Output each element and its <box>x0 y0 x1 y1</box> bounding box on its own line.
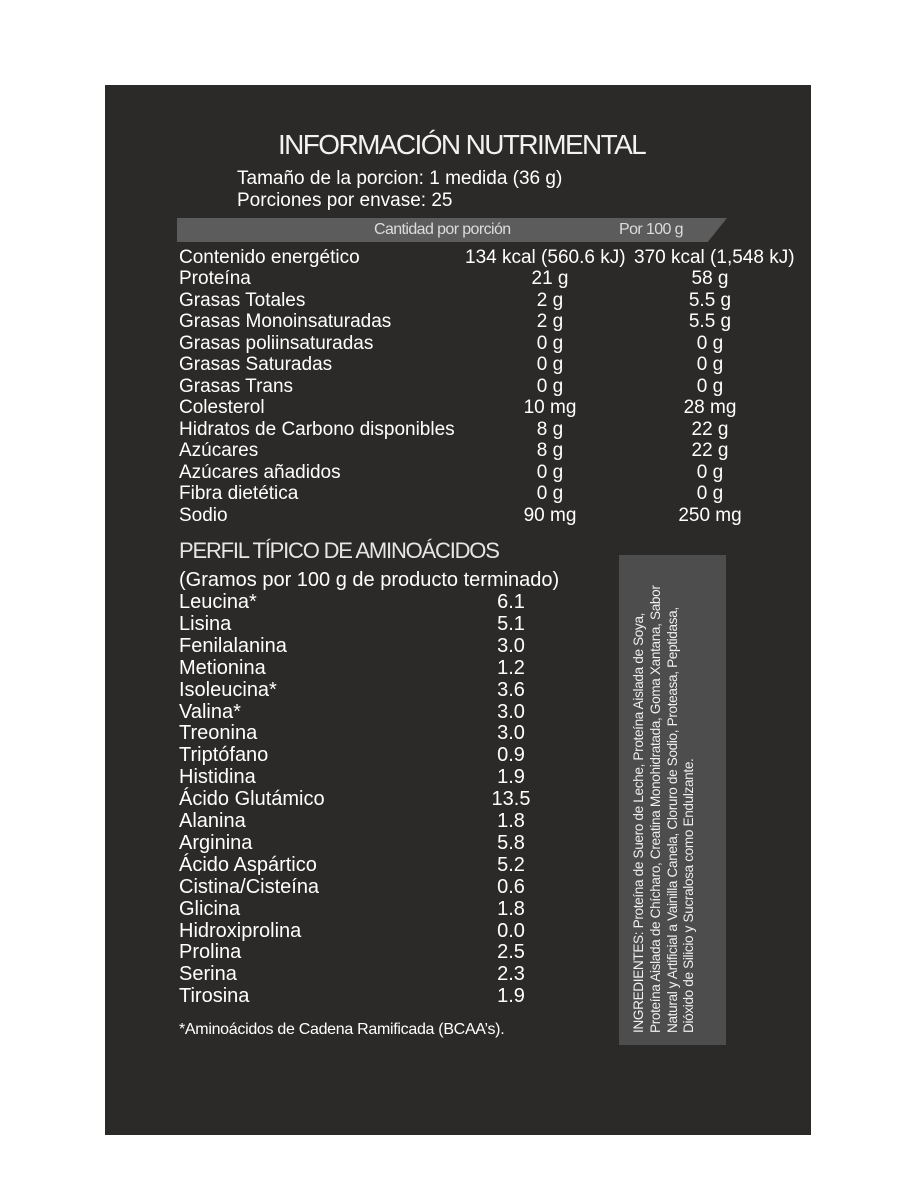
nutrient-per-100g: 0 g <box>696 461 724 483</box>
nutrient-per-serving: 0 g <box>536 354 564 375</box>
nutrient-label: Grasas Trans <box>179 375 294 397</box>
amino-row <box>179 657 539 679</box>
amino-label: Treonina <box>179 722 258 745</box>
nutrient-label: Grasas Monoinsaturadas <box>179 311 392 332</box>
nutrient-label: Sodio <box>179 504 228 526</box>
nutrient-label: Grasas Totales <box>179 289 306 311</box>
amino-value: 6.1 <box>497 591 525 613</box>
ingredients-box <box>619 555 726 1045</box>
nutrient-per-100g: 0 g <box>696 354 724 375</box>
nutrient-row <box>179 311 739 332</box>
amino-label: Tirosina <box>179 985 250 1008</box>
nutrient-per-serving: 2 g <box>536 289 564 311</box>
amino-label: Valina* <box>179 700 241 723</box>
nutrient-per-serving: 0 g <box>536 375 564 397</box>
energy-label: Contenido energético <box>179 247 360 268</box>
amino-profile-title: PERFIL TÍPICO DE AMINOÁCIDOS <box>179 538 499 563</box>
amino-row <box>179 985 539 1007</box>
nutrient-label: Proteína <box>179 268 251 289</box>
nutrient-per-serving: 21 g <box>531 268 569 289</box>
nutrient-label: Hidratos de Carbono disponibles <box>179 418 455 440</box>
energy-per-100g: 370 kcal (1,548 kJ) <box>634 247 795 268</box>
amino-label: Prolina <box>179 941 242 964</box>
nutrient-label: Azúcares <box>179 440 259 461</box>
amino-row <box>179 679 539 701</box>
amino-row <box>179 876 539 898</box>
amino-value: 0.6 <box>497 875 525 898</box>
nutrient-label: Grasas Saturadas <box>179 354 333 375</box>
nutrient-row <box>179 483 739 504</box>
amino-value: 1.2 <box>497 656 525 679</box>
amino-row <box>179 613 539 635</box>
nutrient-row <box>179 290 739 311</box>
amino-row <box>179 766 539 788</box>
amino-row <box>179 635 539 657</box>
amino-value: 1.8 <box>497 897 525 920</box>
amino-label: Alanina <box>179 810 246 832</box>
nutrient-per-100g: 22 g <box>691 440 729 461</box>
amino-label: Leucina* <box>179 591 257 613</box>
energy-row <box>179 247 795 268</box>
nutrient-per-serving: 10 mg <box>523 397 577 418</box>
nutrient-per-serving: 0 g <box>536 461 564 483</box>
amino-label: Isoleucina* <box>179 678 277 701</box>
label-title: INFORMACIÓN NUTRIMENTAL <box>278 129 646 160</box>
nutrient-label: Azúcares añadidos <box>179 461 341 483</box>
amino-value: 5.2 <box>497 853 525 876</box>
nutrient-row <box>179 504 742 526</box>
amino-label: Histidina <box>179 766 256 789</box>
amino-value: 1.9 <box>497 766 525 789</box>
nutrient-per-100g: 0 g <box>696 483 724 504</box>
amino-value: 3.0 <box>497 700 525 723</box>
nutrition-label-panel <box>105 85 811 1135</box>
bcaa-footnote: *Aminoácidos de Cadena Ramificada (BCAA’s). <box>179 1021 505 1038</box>
nutrient-per-serving: 2 g <box>536 311 564 332</box>
nutrient-per-serving: 90 mg <box>523 504 577 526</box>
amino-row <box>179 788 539 810</box>
amino-label: Triptófano <box>179 744 269 767</box>
amino-label: Cistina/Cisteína <box>179 875 320 898</box>
nutrient-row <box>179 268 739 289</box>
amino-label: Serina <box>179 963 237 986</box>
amino-value: 13.5 <box>491 788 531 811</box>
nutrient-label: Grasas poliinsaturadas <box>179 332 374 354</box>
amino-value: 0.9 <box>497 744 525 767</box>
nutrient-row <box>179 440 739 461</box>
amino-row <box>179 722 539 744</box>
nutrient-row <box>179 419 739 440</box>
nutrient-label: Colesterol <box>179 397 265 418</box>
ingredients-text: INGREDIENTES: Proteína de Suero de Leche, Proteína Aislada de Soya, Proteína Aislada de Chícharo, Creatina Monohidratada, Goma Xantana, Sabor Natural y Artificial a Vainilla Canela, Cloruro de Sodio, Proteasa, Peptidasa, Dióxido de Silicio y Sucralosa como Endulzante. <box>631 585 697 1033</box>
amino-label: Lisina <box>179 612 232 635</box>
nutrient-per-100g: 22 g <box>691 418 729 440</box>
nutrient-per-serving: 0 g <box>536 483 564 504</box>
nutrient-row <box>179 333 739 354</box>
amino-row <box>179 832 539 854</box>
nutrient-row <box>179 397 739 418</box>
amino-row <box>179 898 539 920</box>
amino-row <box>179 591 539 613</box>
nutrient-per-100g: 0 g <box>696 332 724 354</box>
header-per-100g: Por 100 g <box>619 221 683 238</box>
nutrient-per-100g: 28 mg <box>683 397 737 418</box>
nutrient-row <box>179 376 739 397</box>
amino-value: 1.8 <box>497 810 525 832</box>
nutrient-per-serving: 8 g <box>536 440 564 461</box>
nutrient-per-serving: 0 g <box>536 332 564 354</box>
amino-row <box>179 744 539 766</box>
amino-value: 3.0 <box>497 634 525 657</box>
nutrient-per-100g: 58 g <box>691 268 729 289</box>
amino-value: 1.9 <box>497 985 525 1008</box>
nutrient-per-100g: 5.5 g <box>688 289 732 311</box>
nutrient-row <box>179 462 739 483</box>
nutrient-label: Fibra dietética <box>179 483 299 504</box>
amino-value: 2.5 <box>497 941 525 964</box>
amino-label: Arginina <box>179 831 253 854</box>
amino-row <box>179 963 539 985</box>
amino-row <box>179 920 539 942</box>
amino-value: 5.1 <box>497 612 525 635</box>
header-per-serving: Cantidad por porción <box>374 221 511 238</box>
servings-per-container: Porciones por envase: 25 <box>237 190 453 211</box>
nutrient-per-100g: 0 g <box>696 375 724 397</box>
nutrient-per-100g: 5.5 g <box>688 311 732 332</box>
serving-size: Tamaño de la porcion: 1 medida (36 g) <box>237 168 563 189</box>
amino-label: Ácido Aspártico <box>179 853 317 876</box>
amino-value: 3.6 <box>497 678 525 701</box>
amino-label: Hidroxiprolina <box>179 919 302 942</box>
amino-profile-subtitle: (Gramos por 100 g de producto terminado) <box>179 569 560 591</box>
amino-label: Ácido Glutámico <box>179 788 325 811</box>
amino-value: 2.3 <box>497 963 525 986</box>
amino-value: 0.0 <box>497 919 525 942</box>
nutrient-per-serving: 8 g <box>536 418 564 440</box>
amino-row <box>179 854 539 876</box>
amino-row <box>179 701 539 723</box>
amino-value: 5.8 <box>497 831 525 854</box>
nutrient-row <box>179 354 739 375</box>
amino-value: 3.0 <box>497 722 525 745</box>
amino-label: Metionina <box>179 656 266 679</box>
energy-per-serving: 134 kcal (560.6 kJ) <box>465 247 626 268</box>
nutrient-per-100g: 250 mg <box>678 504 742 526</box>
amino-label: Glicina <box>179 897 241 920</box>
amino-row <box>179 941 539 963</box>
amino-row <box>179 810 539 832</box>
amino-label: Fenilalanina <box>179 634 287 657</box>
